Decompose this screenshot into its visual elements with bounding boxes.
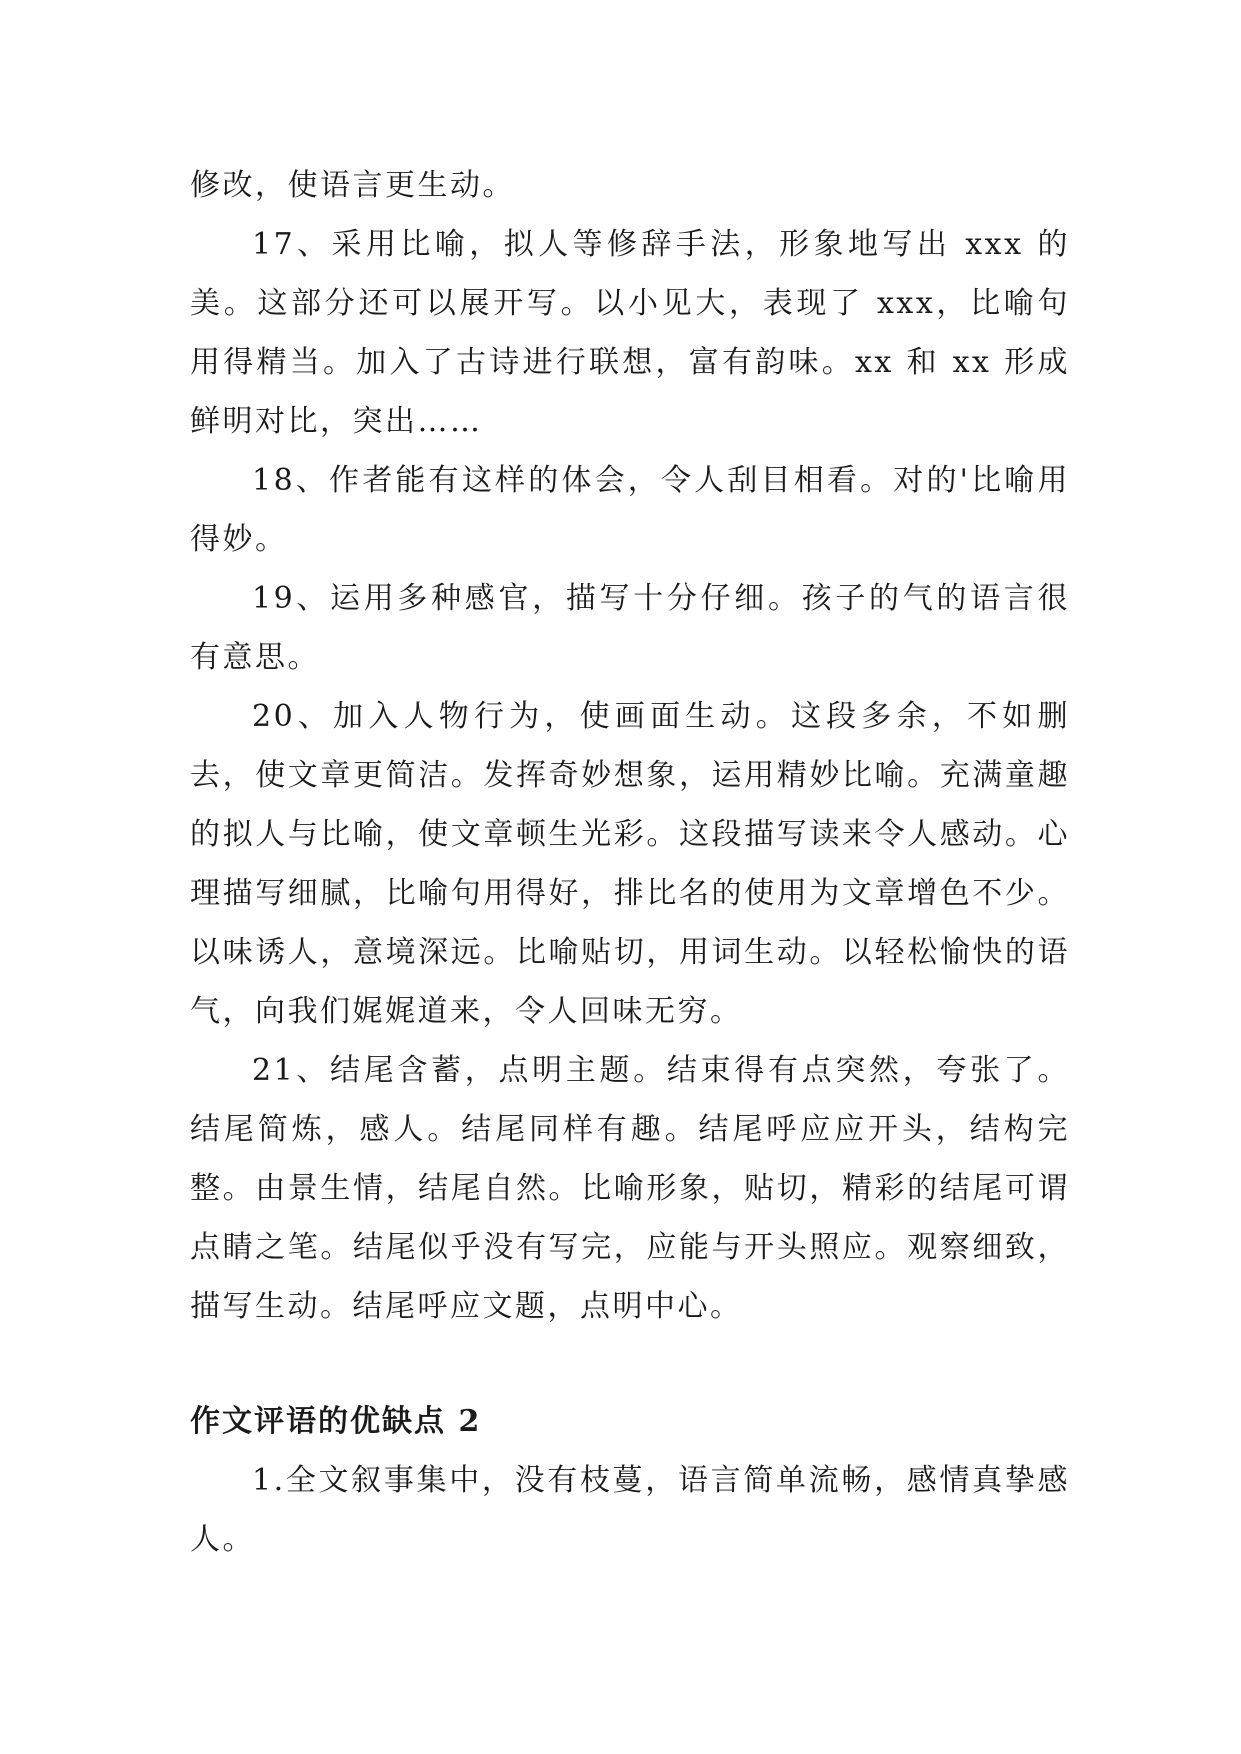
paragraph-item-20: 20、加入人物行为，使画面生动。这段多余，不如删去，使文章更简洁。发挥奇妙想象，运用精妙比喻。充满童趣的拟人与比喻，使文章顿生光彩。这段描写读来令人感动。心理描写细腻，比喻句用得好，排比名的使用为文章增色不少。以味诱人，意境深远。比喻贴切，用词生动。以轻松愉快的语气，向我们娓娓道来，令人回味无穷。 [190,699,1070,1029]
paragraph-continuation: 修改，使语言更生动。 [190,168,515,203]
paragraph-section2-item-1: 1.全文叙事集中，没有枝蔓，语言简单流畅，感情真挚感人。 [190,1463,1070,1557]
section-heading: 作文评语的优缺点 2 [190,1404,482,1439]
paragraph-item-18: 18、作者能有这样的体会，令人刮目相看。对的'比喻用得妙。 [190,463,1070,557]
document-body [190,156,1070,1569]
paragraph-item-19: 19、运用多种感官，描写十分仔细。孩子的气的语言很有意思。 [190,581,1070,675]
paragraph-item-17: 17、采用比喻，拟人等修辞手法，形象地写出 xxx 的美。这部分还可以展开写。以小见大，表现了 xxx，比喻句用得精当。加入了古诗进行联想，富有韵味。xx 和 xx 形成鲜明对比，突出…… [190,227,1070,439]
paragraph-item-21: 21、结尾含蓄，点明主题。结束得有点突然，夸张了。结尾简炼，感人。结尾同样有趣。结尾呼应应开头，结构完整。由景生情，结尾自然。比喻形象，贴切，精彩的结尾可谓点睛之笔。结尾似乎没有写完，应能与开头照应。观察细致，描写生动。结尾呼应文题，点明中心。 [190,1053,1070,1324]
